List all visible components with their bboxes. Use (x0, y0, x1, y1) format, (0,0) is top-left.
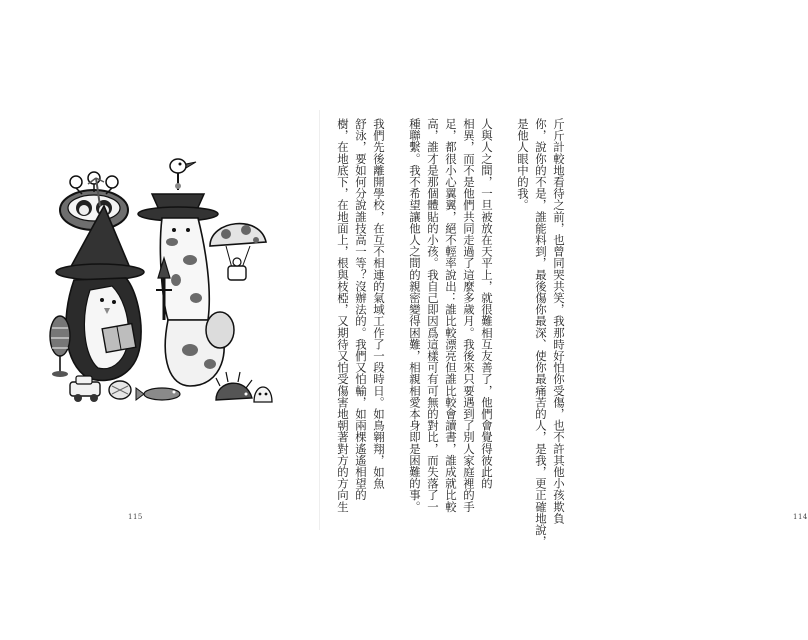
text-column: 樹，在地底下，在地面上，根與枝椏，又期待又怕受傷害地朝著對方的方向生 (336, 118, 350, 513)
text-column (389, 118, 404, 458)
left-page (0, 0, 320, 640)
text-column: 舒泳，要如何分說誰技高一等？沒辦法的。我們又怕輸，如兩棵遙遙相望的 (354, 118, 368, 501)
vertical-text-block (326, 118, 566, 548)
page-number-left: 115 (128, 513, 143, 521)
text-column: 斤斤計較地看待之前，也曾同哭共笑，我那時好怕你受傷，也不許其他小孩欺負 (552, 118, 566, 524)
storybook-illustration (40, 150, 280, 420)
toy-basket-illustration (109, 381, 131, 399)
text-column: 你，說你的不是，誰能料到，最後傷你最深、使你最痛苦的人，是我，更正確地說， (534, 118, 548, 548)
page-number-right: 114 (793, 513, 808, 521)
text-column: 我們先後離開學校，在互不相連的氣域工作了一段時日。如鳥翱翔，如魚 (372, 118, 386, 490)
text-column: 高，誰才是那個體貼的小孩。我自己即因爲這樣可有可無的對比，而失落了一 (426, 118, 440, 513)
text-column (497, 118, 512, 458)
toy-ghost-illustration (254, 387, 272, 402)
text-column: 相異，而不是他們共同走過了這麼多歲月。我後來只要遇到了別人家庭裡的手 (462, 118, 476, 513)
bird-illustration (170, 159, 196, 190)
plant-illustration (50, 316, 70, 377)
mushroom-balloon-illustration (210, 224, 266, 280)
giraffe-illustration (138, 194, 234, 386)
toy-hedgehog-illustration (216, 372, 252, 400)
text-column: 是他人眼中的我。 (516, 118, 530, 211)
flying-vehicle-illustration (60, 172, 128, 230)
text-column: 種聯繫。我不希望讓他人之間的親密變得困難，相親相愛本身即是困難的事。 (408, 118, 422, 513)
toy-fish-illustration (136, 388, 180, 400)
text-column: 人與人之間，一旦被放在天平上，就很難相互友善了，他們會覺得彼此的 (480, 118, 494, 490)
text-column: 足，都很小心翼翼，絕不輕率說出：誰比較漂亮但誰比較會讀書，誰成就比較 (444, 118, 458, 513)
right-page (320, 0, 808, 640)
